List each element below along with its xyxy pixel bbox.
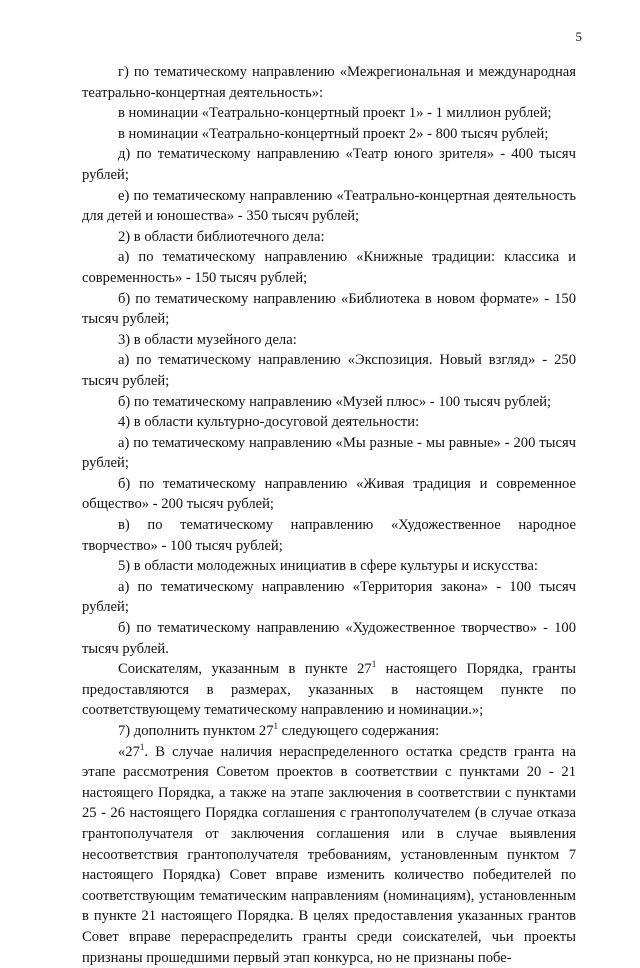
page-number: 5 <box>575 29 582 44</box>
text-run: следующего содержания: <box>278 723 440 739</box>
superscript: 1 <box>273 721 279 731</box>
paragraph: а) по тематическому направлению «Книжные традиции: классика и современность» - 150 тысяч рублей; <box>82 249 576 286</box>
paragraph: а) по тематическому направлению «Мы разные - мы равные» - 200 тысяч рублей; <box>82 434 576 472</box>
superscript: 1 <box>139 741 145 752</box>
paragraph: 3) в области музейного дела: <box>118 331 297 348</box>
paragraph: б) по тематическому направлению «Музей плюс» - 100 тысяч рублей; <box>118 393 552 410</box>
paragraph: а) по тематическому направлению «Территория закона» - 100 тысяч рублей; <box>82 578 576 616</box>
paragraph: 5) в области молодежных инициатив в сфере культуры и искусства: <box>118 558 538 575</box>
text-run: настоящего Порядка, гранты предоставляются в размерах, указанных в настоящем пункте по соответствующему тематическому направлению и номинации.»; <box>82 661 576 719</box>
paragraph: б) по тематическому направлению «Живая традиция и современное общество» - 200 тысяч рублей; <box>82 475 576 513</box>
paragraph: б) по тематическому направлению «Библиотека в новом формате» - 150 тысяч рублей; <box>82 290 576 328</box>
paragraph: г) по тематическому направлению «Межрегиональная и международная театрально-концертная деятельность»: <box>82 64 576 101</box>
paragraph: е) по тематическому направлению «Театрально-концертная деятельность для детей и юношества» - 350 тысяч рублей; <box>82 187 576 225</box>
paragraph <box>82 721 576 742</box>
paragraph: 4) в области культурно-досуговой деятельности: <box>118 414 420 431</box>
paragraph: а) по тематическому направлению «Экспозиция. Новый взгляд» - 250 тысяч рублей; <box>82 352 576 389</box>
document-body <box>82 62 576 968</box>
paragraph: в номинации «Театрально-концертный проект 1» - 1 миллион рублей; <box>118 105 552 122</box>
paragraph: б) по тематическому направлению «Художественное творчество» - 100 тысяч рублей. <box>82 620 576 657</box>
paragraph: д) по тематическому направлению «Театр юного зрителя» - 400 тысяч рублей; <box>82 146 576 183</box>
text-run: . В случае наличия нераспределенного остатка средств гранта на этапе рассмотрения Советом проектов в соответствии с пунктами 20 - 21 настоящего Порядка, а также на этапе заключения в соответствии с пунктами 25 - 26 настоящего Порядка соглашения с грантополучателем (в случае отказа грантополучателя от заключения соглашения или в случае выявления несоответствия грантополучателя требованиям, установленным пунктом 7 настоящего Порядка) Совет вправе изменить количество победителей по соответствующим тематическим направлениям (номинациям), установленным в пункте 21 настоящего Порядка. В целях предоставления указанных грантов Совет вправе перераспределить гранты среди соискателей, чьи проекты признаны прошедшими первый этап конкурса, но не признаны побе- <box>82 743 576 966</box>
text-run: «27 <box>118 743 140 760</box>
text-run: 7) дополнить пунктом 27 <box>118 723 274 739</box>
paragraph: в) по тематическому направлению «Художественное народное творчество» - 100 тысяч рублей; <box>82 517 576 554</box>
superscript: 1 <box>371 659 377 670</box>
text-run: Соискателям, указанным в пункте 27 <box>118 661 372 678</box>
paragraph <box>82 659 576 721</box>
paragraph: 2) в области библиотечного дела: <box>118 228 325 245</box>
paragraph: в номинации «Театрально-концертный проект 2» - 800 тысяч рублей; <box>118 125 549 142</box>
paragraph <box>82 742 576 968</box>
